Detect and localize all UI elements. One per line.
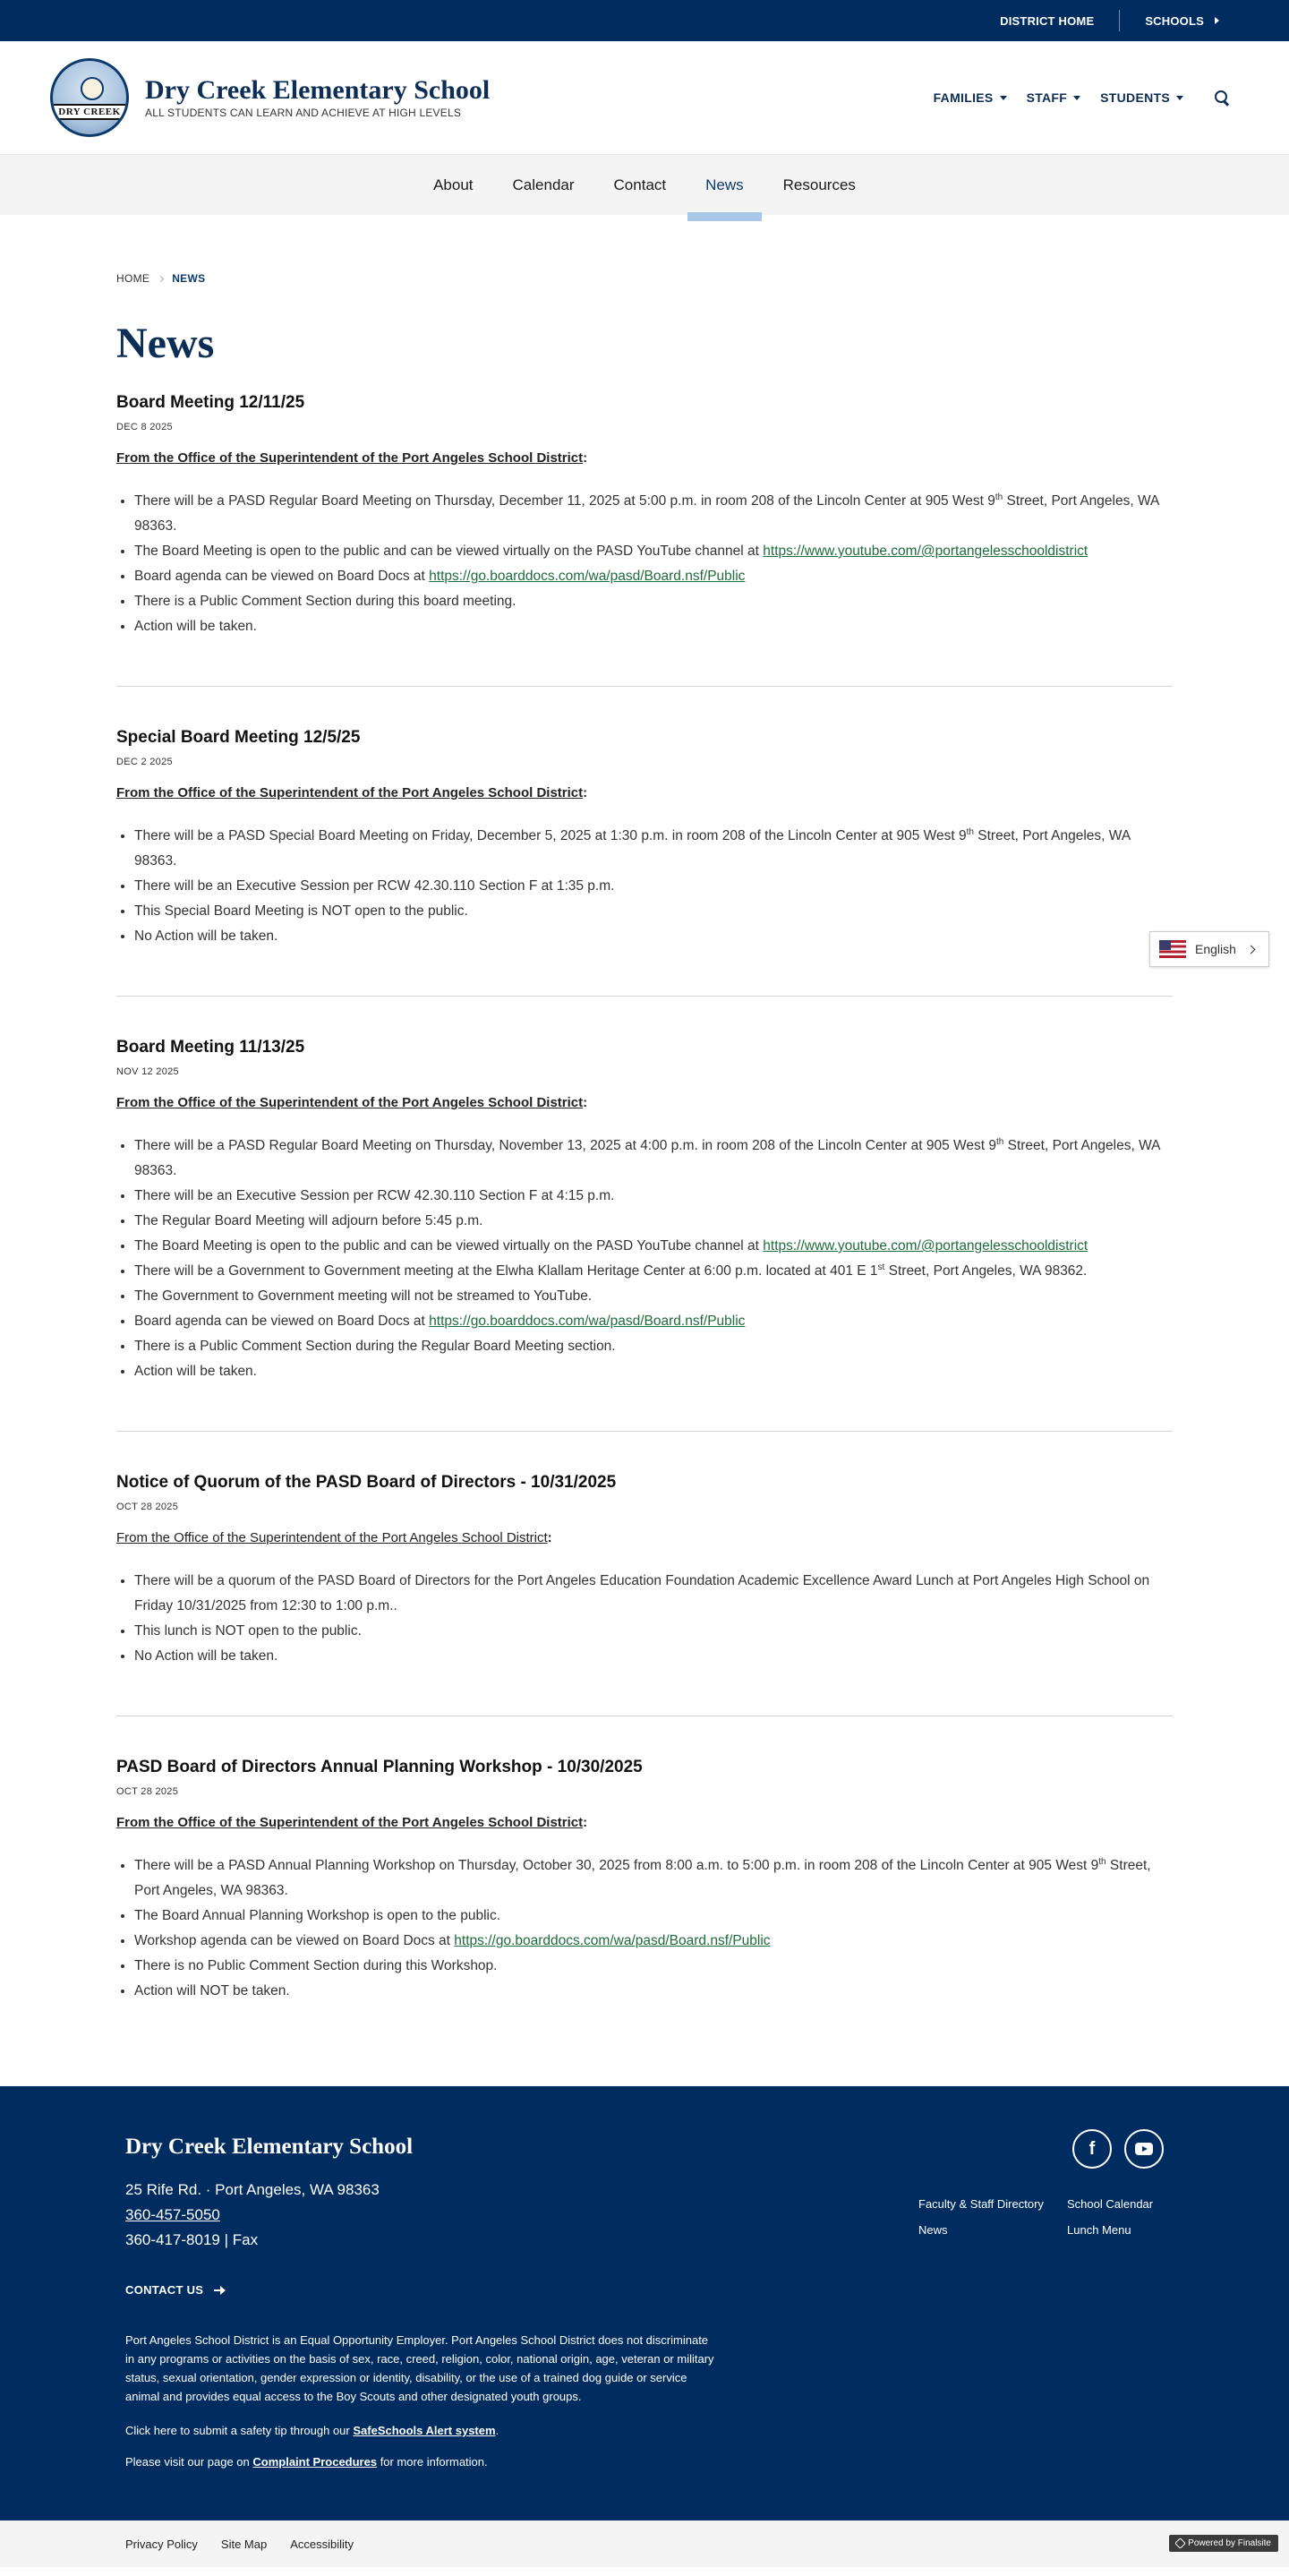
item-text: This lunch is NOT open to the public. — [134, 1623, 362, 1639]
footer-link-calendar[interactable]: School Calendar — [1067, 2197, 1154, 2211]
item-text: The Board Annual Planning Workshop is open to the public. — [134, 1908, 501, 1923]
post-intro-text: From the Office of the Superintendent of the Port Angeles School District — [116, 1815, 584, 1830]
item-text: Action will NOT be taken. — [134, 1983, 290, 1998]
item-text-cont: Street, Port Angeles, WA 98363. — [134, 1138, 1160, 1178]
post-bullet-list — [116, 824, 1173, 949]
post-intro-text: From the Office of the Superintendent of the Port Angeles School District — [116, 1095, 584, 1110]
post-bullet-list — [116, 1569, 1173, 1669]
list-item — [134, 1644, 1173, 1669]
ordinal-suffix: th — [994, 492, 1003, 502]
ordinal-suffix: th — [995, 1136, 1004, 1147]
post-title[interactable]: Special Board Meeting 12/5/25 — [116, 728, 361, 747]
utility-bar — [0, 0, 1289, 41]
site-header — [0, 41, 1289, 154]
accessibility-link[interactable]: Accessibility — [290, 2537, 354, 2551]
post-intro-text: From the Office of the Superintendent of the Port Angeles School District — [116, 1530, 548, 1545]
powered-by-badge[interactable] — [1169, 2535, 1278, 2552]
breadcrumb-home[interactable]: HOME — [116, 272, 150, 285]
ordinal-suffix: th — [1098, 1856, 1106, 1867]
list-item — [134, 1209, 1173, 1234]
complaint-post: for more information. — [377, 2455, 488, 2469]
news-post — [116, 997, 1173, 1432]
section-nav — [0, 154, 1289, 215]
item-link[interactable]: https://go.boarddocs.com/wa/pasd/Board.nsf/Public — [429, 569, 746, 584]
list-item — [134, 1569, 1173, 1619]
post-intro-colon: : — [583, 785, 588, 800]
language-selector[interactable] — [1149, 931, 1269, 967]
item-text: The Regular Board Meeting will adjourn before 5:45 p.m. — [134, 1213, 483, 1228]
breadcrumb-current: NEWS — [172, 272, 206, 285]
safety-tip-text — [125, 2424, 1164, 2437]
item-text: There will be an Executive Session per RCW 42.30.110 Section F at 1:35 p.m. — [134, 878, 615, 894]
item-text: The Board Meeting is open to the public and can be viewed virtually on the PASD YouTube channel at — [134, 1238, 764, 1254]
post-date: OCT 28 2025 — [116, 1786, 179, 1797]
item-link[interactable]: https://go.boarddocs.com/wa/pasd/Board.nsf/Public — [429, 1314, 746, 1329]
list-item — [134, 1284, 1173, 1309]
news-post — [116, 368, 1173, 687]
students-menu[interactable] — [1100, 90, 1183, 105]
schools-label: SCHOOLS — [1145, 13, 1204, 28]
news-list — [116, 368, 1173, 2050]
breadcrumb — [116, 272, 1173, 285]
item-text-cont: Street, Port Angeles, WA 98363. — [134, 828, 1131, 869]
post-date: DEC 8 2025 — [116, 422, 173, 432]
item-link[interactable]: https://go.boarddocs.com/wa/pasd/Board.nsf/Public — [454, 1933, 771, 1948]
news-post — [116, 1716, 1173, 2050]
post-intro — [116, 785, 1173, 800]
item-text: No Action will be taken. — [134, 1648, 278, 1664]
caret-down-icon — [1176, 96, 1183, 100]
item-link[interactable]: https://www.youtube.com/@portangelesschooldistrict — [763, 1238, 1088, 1254]
complaint-pre: Please visit our page on — [125, 2455, 253, 2469]
list-item — [134, 1954, 1173, 1979]
news-post — [116, 687, 1173, 997]
audience-nav — [934, 41, 1230, 154]
list-item — [134, 1234, 1173, 1259]
footer-school-name: Dry Creek Elementary School — [125, 2135, 414, 2159]
footer-quick-links — [918, 2197, 1174, 2237]
list-item — [134, 1334, 1173, 1359]
post-bullet-list — [116, 1134, 1173, 1384]
ordinal-suffix: st — [877, 1262, 885, 1272]
main-content — [0, 215, 1289, 2086]
staff-menu[interactable] — [1027, 90, 1081, 105]
footer-fax: 360-417-8019 | Fax — [125, 2231, 259, 2248]
tab-contact[interactable]: Contact — [613, 175, 667, 193]
site-map-link[interactable]: Site Map — [220, 2537, 268, 2551]
item-text: Board agenda can be viewed on Board Docs at — [134, 569, 430, 584]
post-intro — [116, 1530, 1173, 1545]
post-intro — [116, 1095, 1173, 1110]
schools-menu[interactable] — [1120, 14, 1244, 28]
list-item — [134, 1134, 1173, 1184]
youtube-icon[interactable] — [1124, 2129, 1164, 2169]
list-item — [134, 1929, 1173, 1954]
footer-link-news[interactable]: News — [918, 2223, 948, 2237]
social-links — [1072, 2129, 1164, 2169]
item-text-cont: Street, Port Angeles, WA 98363. — [134, 1858, 1151, 1898]
list-item — [134, 1853, 1173, 1904]
item-text: There is a Public Comment Section during the Regular Board Meeting section. — [134, 1339, 616, 1354]
caret-right-icon — [1215, 17, 1219, 24]
district-home-link[interactable] — [975, 14, 1119, 28]
item-text: There will be a PASD Regular Board Meeting on Thursday, December 11, 2025 at 5:00 p.m. in room 208 of the Lincoln Center at 905 West 9 — [134, 493, 995, 509]
item-text: There is no Public Comment Section during this Workshop. — [134, 1958, 498, 1973]
tab-calendar[interactable]: Calendar — [512, 175, 575, 193]
eeo-statement: Port Angeles School District is an Equal Opportunity Employer. Port Angeles School District does not discriminate in any programs or activities on the basis of sex, race, creed, religion, color, national origin, age, veteran or military status, sexual orientation, gender expression or identity, disability, or the use of a trained dog guide or service animal and provides equal access to the Boy Scouts and other designated youth groups. — [125, 2333, 714, 2403]
item-text-cont: Street, Port Angeles, WA 98362. — [884, 1263, 1088, 1279]
list-item — [134, 1359, 1173, 1384]
list-item — [134, 1979, 1173, 2004]
item-text: Action will be taken. — [134, 619, 257, 634]
post-date: OCT 28 2025 — [116, 1502, 179, 1512]
item-text-cont: Street, Port Angeles, WA 98363. — [134, 493, 1159, 534]
post-intro-text: From the Office of the Superintendent of the Port Angeles School District — [116, 450, 584, 466]
list-item — [134, 564, 1173, 589]
list-item — [134, 1904, 1173, 1929]
facebook-icon[interactable]: f — [1072, 2129, 1112, 2169]
list-item — [134, 614, 1173, 639]
list-item — [134, 539, 1173, 564]
item-text: There will be a PASD Regular Board Meeting on Thursday, November 13, 2025 at 4:00 p.m. in room 208 of the Lincoln Center at 905 West 9 — [134, 1138, 996, 1153]
news-post — [116, 1432, 1173, 1716]
post-title[interactable]: PASD Board of Directors Annual Planning Workshop - 10/30/2025 — [116, 1758, 643, 1776]
logo-emblem — [81, 77, 104, 100]
powered-by-label: Powered by Finalsite — [1188, 2538, 1271, 2548]
list-item — [134, 899, 1173, 924]
post-intro — [116, 450, 1173, 466]
chevron-right-icon — [158, 275, 164, 281]
footer-link-directory[interactable]: Faculty & Staff Directory — [918, 2197, 1044, 2211]
list-item — [134, 924, 1173, 949]
logo-banner: DRY CREEK — [50, 104, 129, 120]
item-text: The Government to Government meeting will not be streamed to YouTube. — [134, 1288, 593, 1304]
list-item — [134, 824, 1173, 874]
item-text: Action will be taken. — [134, 1364, 257, 1379]
list-item — [134, 489, 1173, 539]
list-item — [134, 1309, 1173, 1334]
post-bullet-list — [116, 1853, 1173, 2004]
contact-us-button[interactable] — [125, 2283, 1164, 2297]
list-item — [134, 874, 1173, 899]
finalsite-icon — [1174, 2537, 1186, 2549]
post-intro — [116, 1815, 1173, 1830]
post-intro-colon: : — [583, 1815, 588, 1830]
item-text: There will be a quorum of the PASD Board of Directors for the Port Angeles Education Foundation Academic Excellence Award Lunch at Port Angeles High School on Friday 10/31/2025 from 12:30 to 1:00 p.m.. — [134, 1573, 1150, 1613]
footer-address: 25 Rife Rd. · Port Angeles, WA 98363 — [125, 2181, 380, 2198]
post-intro-colon: : — [583, 450, 588, 466]
search-icon[interactable] — [1214, 90, 1230, 106]
safety-tip-post: . — [495, 2424, 499, 2437]
list-item — [134, 1619, 1173, 1644]
list-item — [134, 1259, 1173, 1284]
us-flag-icon — [1159, 940, 1186, 958]
item-text: There will be a Government to Government meeting at the Elwha Klallam Heritage Center at 6:00 p.m. located at 401 E 1 — [134, 1263, 878, 1279]
post-bullet-list — [116, 489, 1173, 639]
list-item — [134, 589, 1173, 614]
post-intro-colon: : — [547, 1530, 552, 1545]
contact-us-label: CONTACT US — [125, 2283, 204, 2297]
tab-news[interactable]: News — [687, 155, 762, 216]
item-link[interactable]: https://www.youtube.com/@portangelesschooldistrict — [763, 543, 1088, 559]
families-menu[interactable] — [934, 90, 1007, 105]
item-text: This Special Board Meeting is NOT open to the public. — [134, 903, 468, 919]
footer-link-lunch-menu[interactable]: Lunch Menu — [1067, 2223, 1131, 2237]
families-label: FAMILIES — [933, 90, 994, 105]
caret-down-icon — [1000, 96, 1007, 100]
item-text: Workshop agenda can be viewed on Board Docs at — [134, 1933, 455, 1948]
district-home-label: DISTRICT HOME — [1000, 13, 1095, 28]
post-date: NOV 12 2025 — [116, 1066, 179, 1077]
item-text: No Action will be taken. — [134, 929, 278, 944]
item-text: The Board Meeting is open to the public and can be viewed virtually on the PASD YouTube channel at — [134, 543, 764, 559]
post-title[interactable]: Board Meeting 11/13/25 — [116, 1038, 305, 1057]
school-logo — [50, 58, 129, 137]
post-date: DEC 2 2025 — [116, 757, 173, 767]
safety-tip-pre: Click here to submit a safety tip through our — [125, 2424, 354, 2437]
students-label: STUDENTS — [1100, 90, 1170, 105]
staff-label: STAFF — [1026, 90, 1068, 105]
post-intro-text: From the Office of the Superintendent of the Port Angeles School District — [116, 785, 584, 800]
school-tagline: ALL STUDENTS CAN LEARN AND ACHIEVE AT HIGH LEVELS — [145, 107, 462, 120]
complaint-procedures-link[interactable]: Complaint Procedures — [252, 2455, 378, 2469]
caret-down-icon — [1073, 96, 1080, 100]
chevron-right-icon — [1247, 945, 1256, 954]
post-title[interactable]: Notice of Quorum of the PASD Board of Directors - 10/31/2025 — [116, 1473, 617, 1492]
language-label: English — [1195, 942, 1236, 956]
item-text: There will be an Executive Session per RCW 42.30.110 Section F at 4:15 p.m. — [134, 1188, 615, 1203]
item-text: There will be a PASD Annual Planning Workshop on Thursday, October 30, 2025 from 8:00 a.m. to 5:00 p.m. in room 208 of the Lincoln Center at 905 West 9 — [134, 1858, 1099, 1873]
footer-phone[interactable]: 360-457-5050 — [125, 2206, 220, 2223]
school-name: Dry Creek Elementary School — [145, 74, 491, 105]
page-title: News — [116, 320, 215, 367]
complaint-text — [125, 2455, 1164, 2469]
tab-about[interactable]: About — [433, 175, 474, 193]
privacy-policy-link[interactable]: Privacy Policy — [125, 2537, 198, 2551]
tab-resources[interactable]: Resources — [782, 175, 856, 193]
list-item — [134, 1184, 1173, 1209]
item-text: There is a Public Comment Section during this board meeting. — [134, 594, 516, 609]
safeschools-link[interactable]: SafeSchools Alert system — [353, 2424, 496, 2437]
ordinal-suffix: th — [966, 826, 974, 837]
home-logo-link[interactable] — [50, 58, 490, 137]
post-intro-colon: : — [583, 1095, 588, 1110]
arrow-right-icon — [214, 2289, 225, 2291]
bottom-bar — [0, 2520, 1289, 2567]
item-text: Board agenda can be viewed on Board Docs at — [134, 1314, 430, 1329]
site-footer — [0, 2086, 1289, 2520]
post-title[interactable]: Board Meeting 12/11/25 — [116, 393, 305, 412]
item-text: There will be a PASD Special Board Meeting on Friday, December 5, 2025 at 1:30 p.m. in room 208 of the Lincoln Center at 905 West 9 — [134, 828, 967, 843]
